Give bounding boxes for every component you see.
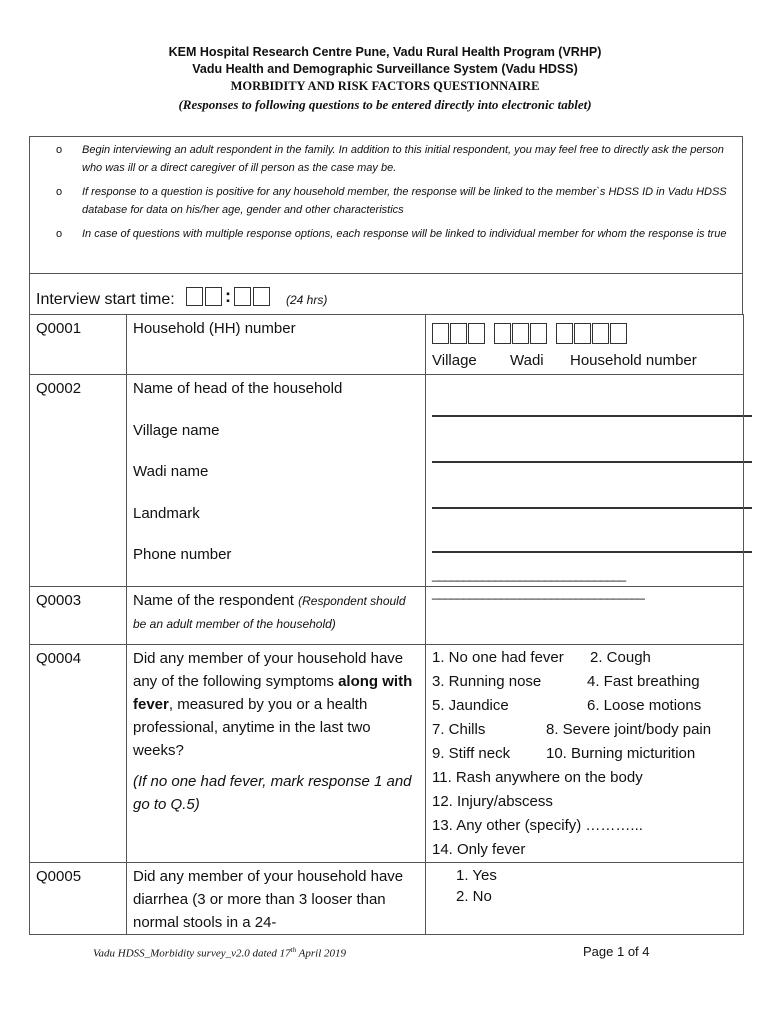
footer-version: Vadu HDSS_Morbidity survey_v2.0 dated 17th April 2019 bbox=[93, 946, 347, 960]
option[interactable]: 9. Stiff neck bbox=[432, 745, 511, 762]
question-id: Q0004 bbox=[30, 645, 127, 863]
option[interactable]: 14. Only fever bbox=[432, 841, 526, 858]
option-yes[interactable]: 1. Yes bbox=[456, 867, 497, 884]
question-note: (Respondent should be an adult member of the household) bbox=[133, 594, 406, 631]
page-number: Page 1 of 4 bbox=[583, 944, 650, 959]
yes-no-options bbox=[432, 863, 743, 907]
field-label: Name of head of the household bbox=[133, 380, 343, 397]
start-time-boxes bbox=[186, 286, 272, 307]
respondent-input-line[interactable]: __________________________________ bbox=[432, 585, 644, 600]
question-id: Q0003 bbox=[30, 587, 127, 645]
digit-box[interactable] bbox=[494, 323, 511, 344]
option[interactable]: 6. Loose motions bbox=[587, 697, 702, 714]
digit-box[interactable] bbox=[592, 323, 609, 344]
option-no[interactable]: 2. No bbox=[456, 888, 492, 905]
header-line-4: (Responses to following questions to be entered directly into electronic tablet) bbox=[178, 97, 592, 112]
field-label: Wadi name bbox=[133, 463, 209, 480]
option-row bbox=[432, 694, 743, 718]
header-line-3: MORBIDITY AND RISK FACTORS QUESTIONNAIRE bbox=[230, 79, 540, 93]
header-line-1: KEM Hospital Research Centre Pune, Vadu Rural Health Program (VRHP) bbox=[168, 45, 602, 59]
head-name-input-line[interactable] bbox=[432, 375, 752, 417]
field-label: Phone number bbox=[133, 546, 232, 563]
instruction-item: o Begin interviewing an adult respondent in the family. In addition to this initial respondent, you may feel free to directly ask the person who was ill or a direct caregiver of ill person as the case may be. bbox=[30, 141, 742, 177]
instructions-box bbox=[29, 136, 743, 274]
household-label: Household number bbox=[570, 352, 697, 369]
digit-box[interactable] bbox=[574, 323, 591, 344]
option[interactable]: 13. Any other (specify) ………... bbox=[432, 817, 643, 834]
digit-box[interactable] bbox=[468, 323, 485, 344]
question-text: Household (HH) number bbox=[127, 315, 426, 375]
option-row bbox=[432, 670, 743, 694]
question-note: (If no one had fever, mark response 1 and go to Q.5) bbox=[133, 773, 412, 813]
option-row bbox=[432, 646, 743, 670]
option[interactable]: 2. Cough bbox=[590, 649, 651, 666]
question-text: Did any member of your household have diarrhea (3 or more than 3 looser than normal stools in a 24- bbox=[127, 863, 426, 935]
question-id: Q0002 bbox=[30, 375, 127, 587]
bullet-icon: o bbox=[56, 144, 63, 156]
instruction-item: o In case of questions with multiple response options, each response will be linked to individual member for whom the response is true bbox=[30, 225, 742, 243]
option-row bbox=[432, 718, 743, 742]
bullet-icon: o bbox=[56, 186, 63, 198]
table-row bbox=[30, 863, 744, 935]
question-main-text: Did any member of your household have any of the following symptoms along with fever, measured by you or a health professional, anytime in the last two weeks? bbox=[133, 650, 413, 759]
option[interactable]: 11. Rash anywhere on the body bbox=[432, 769, 643, 786]
wadi-label: Wadi bbox=[510, 352, 544, 369]
question-id: Q0005 bbox=[30, 863, 127, 935]
option[interactable]: 1. No one had fever bbox=[432, 649, 564, 666]
time-colon: : bbox=[225, 286, 231, 306]
answer-cell bbox=[426, 375, 744, 587]
field-label: Landmark bbox=[133, 505, 200, 522]
digit-box[interactable] bbox=[530, 323, 547, 344]
option[interactable]: 5. Jaundice bbox=[432, 697, 509, 714]
digit-box[interactable] bbox=[512, 323, 529, 344]
header-line-2: Vadu Health and Demographic Surveillance System (Vadu HDSS) bbox=[192, 62, 578, 76]
option[interactable]: 12. Injury/abscess bbox=[432, 793, 553, 810]
village-code-boxes bbox=[432, 323, 486, 344]
phone-input-line[interactable]: _______________________________ bbox=[432, 567, 626, 582]
hour-digit-box[interactable] bbox=[186, 287, 203, 306]
household-code-boxes bbox=[556, 323, 628, 344]
start-time-label: Interview start time: bbox=[36, 291, 175, 308]
question-text bbox=[127, 375, 426, 587]
digit-box[interactable] bbox=[432, 323, 449, 344]
time-unit-label: (24 hrs) bbox=[286, 293, 328, 307]
option[interactable]: 3. Running nose bbox=[432, 673, 542, 690]
symptom-options bbox=[432, 645, 743, 862]
table-row bbox=[30, 645, 744, 863]
option-row bbox=[432, 742, 743, 766]
landmark-input-line[interactable] bbox=[432, 509, 752, 553]
answer-cell bbox=[426, 315, 744, 375]
wadi-name-input-line[interactable] bbox=[432, 463, 752, 509]
village-label: Village bbox=[432, 352, 477, 369]
household-number-boxes bbox=[432, 323, 743, 344]
option[interactable]: 7. Chills bbox=[432, 721, 486, 738]
table-row bbox=[30, 375, 744, 587]
household-number-labels bbox=[432, 349, 743, 372]
digit-box[interactable] bbox=[556, 323, 573, 344]
answer-cell bbox=[426, 645, 744, 863]
answer-cell bbox=[426, 863, 744, 935]
digit-box[interactable] bbox=[450, 323, 467, 344]
instruction-item: o If response to a question is positive for any household member, the response will be linked to the member`s HDSS ID in Vadu HDSS database for data on his/her age, gender and other characteristics bbox=[30, 183, 742, 219]
interview-start-time-row bbox=[29, 274, 743, 314]
question-text bbox=[127, 587, 426, 645]
option[interactable]: 4. Fast breathing bbox=[587, 673, 700, 690]
question-main-text: Name of the respondent bbox=[133, 592, 294, 609]
table-row bbox=[30, 587, 744, 645]
wadi-code-boxes bbox=[494, 323, 548, 344]
document-header bbox=[0, 44, 770, 115]
minute-digit-box[interactable] bbox=[253, 287, 270, 306]
digit-box[interactable] bbox=[610, 323, 627, 344]
minute-digit-box[interactable] bbox=[234, 287, 251, 306]
village-name-input-line[interactable] bbox=[432, 417, 752, 463]
hour-digit-box[interactable] bbox=[205, 287, 222, 306]
bullet-icon: o bbox=[56, 228, 63, 240]
option[interactable]: 10. Burning micturition bbox=[546, 745, 696, 762]
answer-cell bbox=[426, 587, 744, 645]
questionnaire-table bbox=[29, 314, 744, 935]
question-id: Q0001 bbox=[30, 315, 127, 375]
question-text bbox=[127, 645, 426, 863]
field-label: Village name bbox=[133, 422, 220, 439]
option[interactable]: 8. Severe joint/body pain bbox=[546, 721, 712, 738]
table-row bbox=[30, 315, 744, 375]
